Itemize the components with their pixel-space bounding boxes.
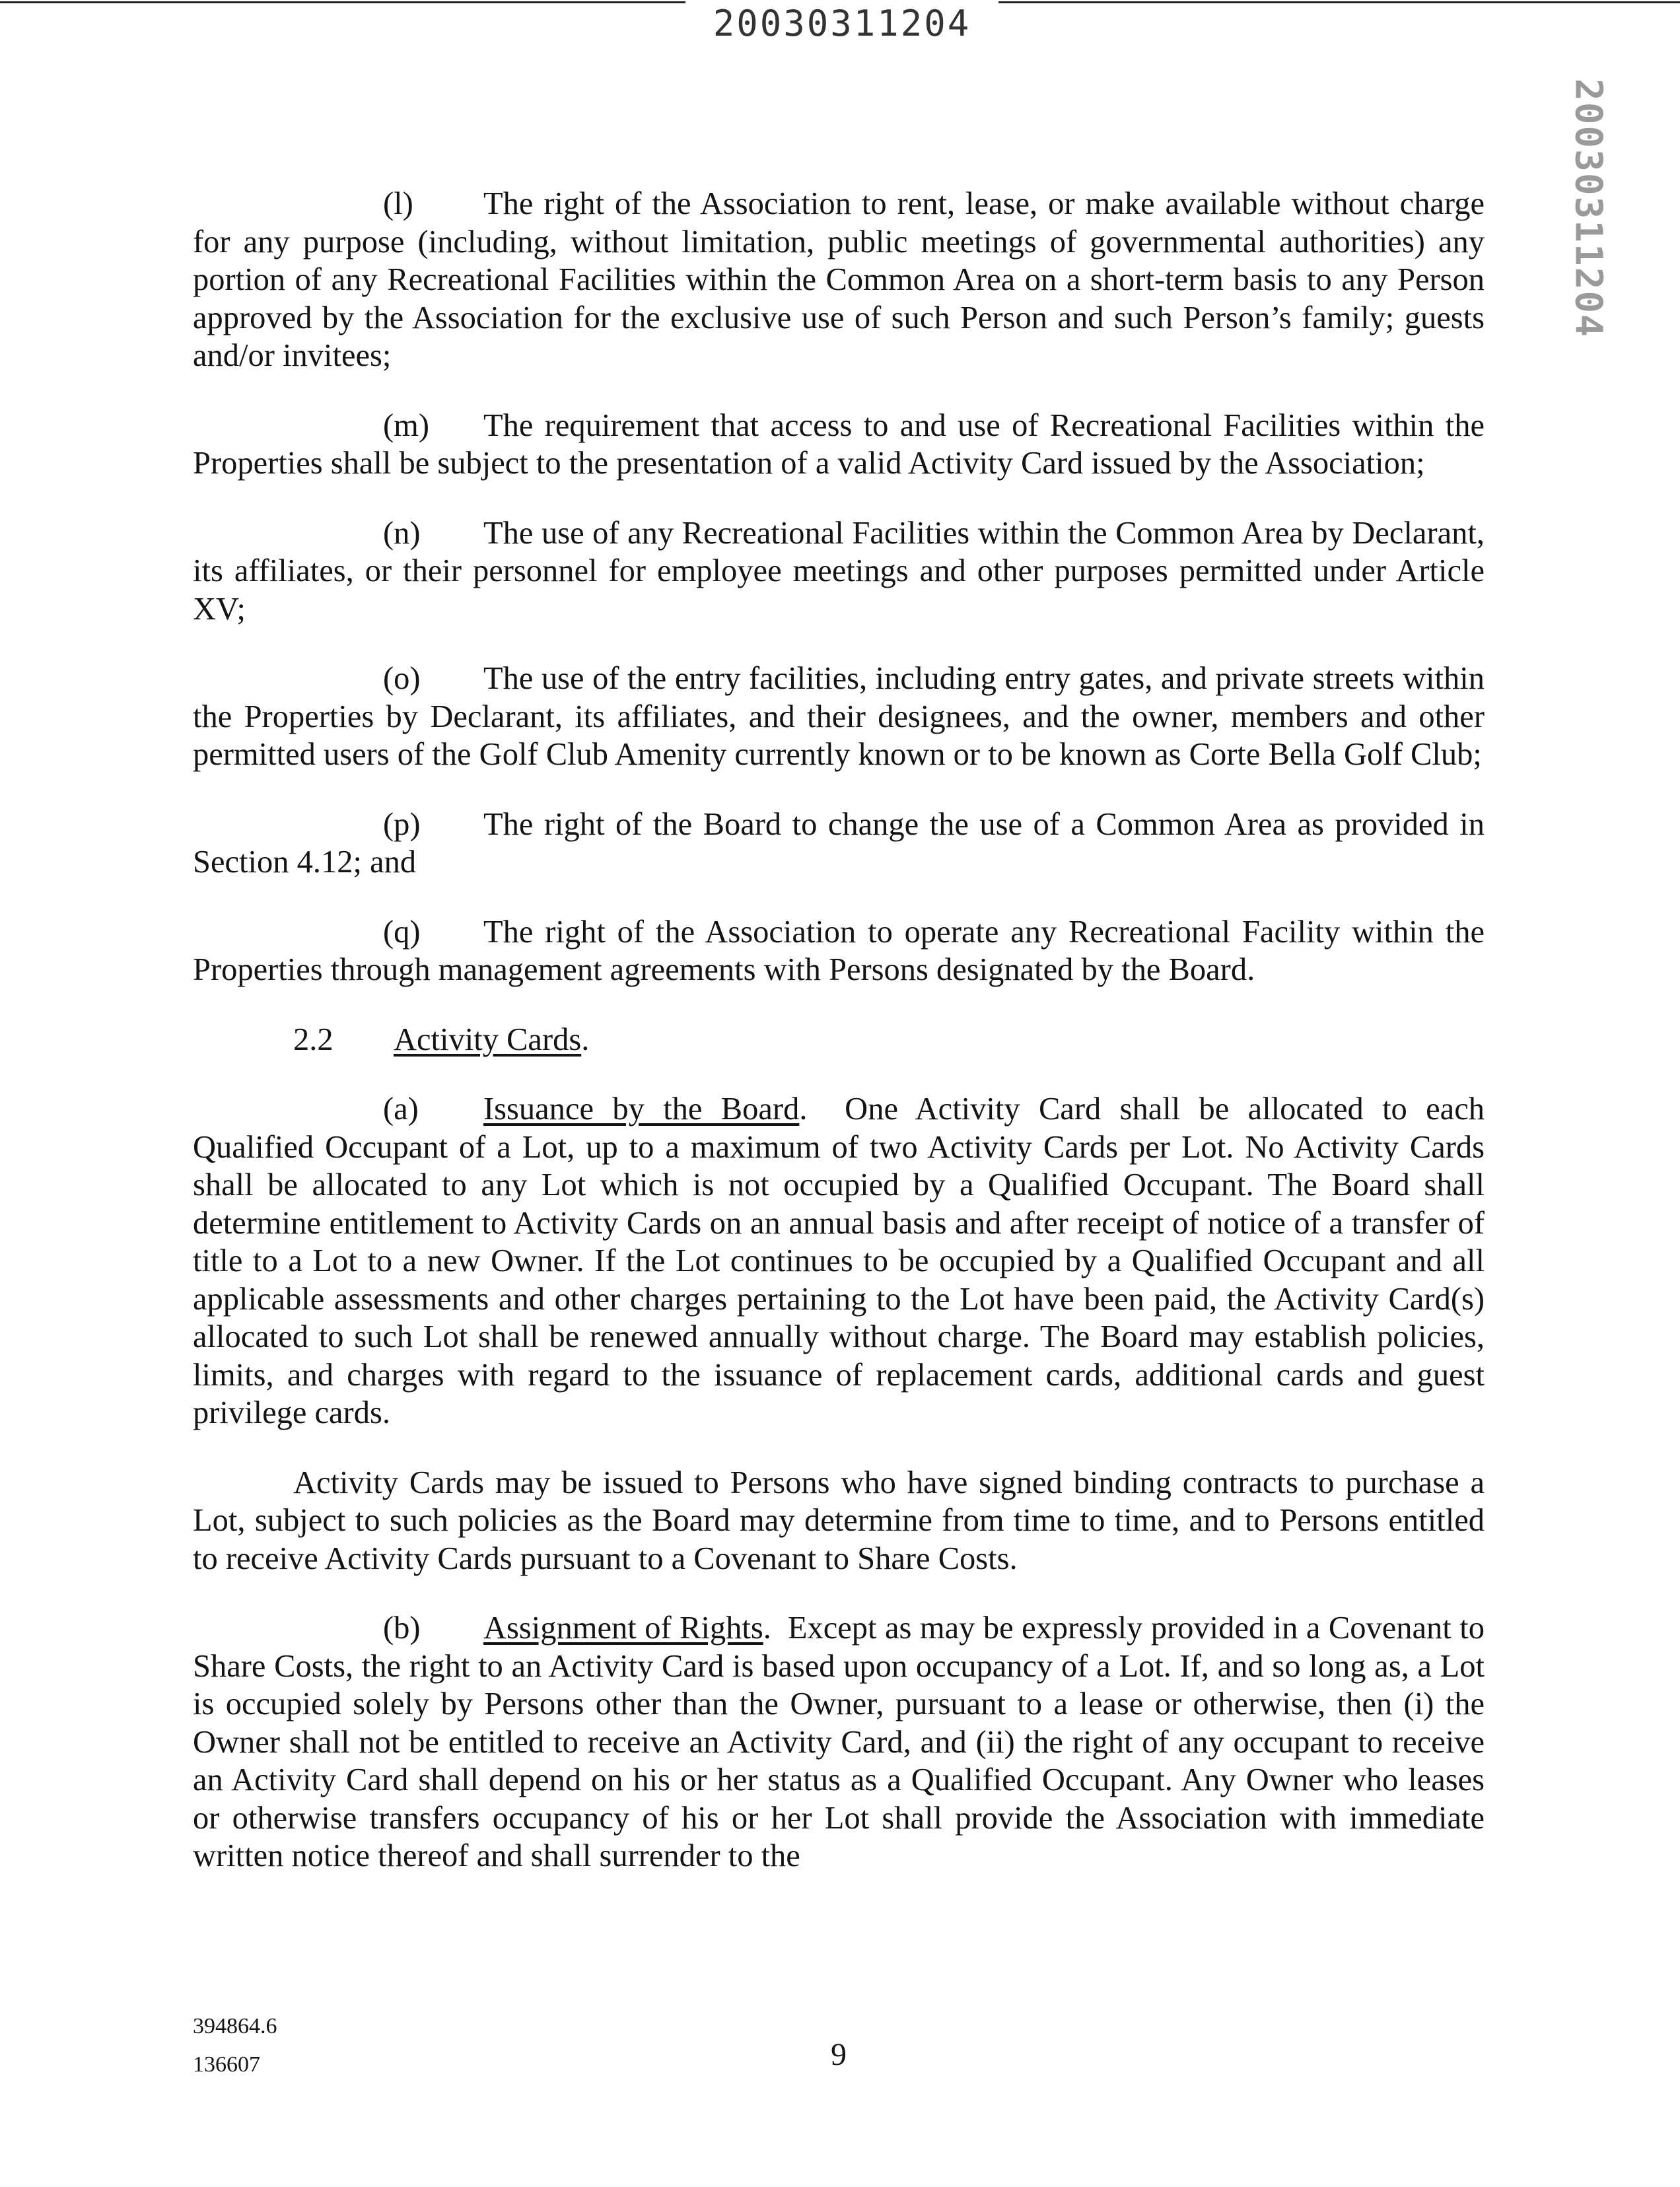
paragraph-text: The right of the Association to rent, lease, or make available without charge for any purpose (including, without limitation, public meetings of governmental authorities) any portion of any Recreational Facilities within the Common Area on a short-term basis to any Person approved by the Association for the exclusive use of such Person and such Person’s family; guests and/or invitees;	[193, 186, 1485, 373]
subsection-marker: (b)	[383, 1611, 421, 1646]
subsection-title-period: .	[799, 1092, 808, 1127]
section-title-period: .	[581, 1022, 590, 1057]
page-number: 9	[831, 2037, 847, 2072]
paragraph-o	[193, 660, 1485, 774]
paragraph-l	[193, 185, 1485, 375]
paragraph-marker: (p)	[383, 806, 421, 842]
subsection-b	[193, 1609, 1485, 1875]
section-number: 2.2	[293, 1022, 333, 1057]
paragraph-text: The requirement that access to and use of Recreational Facilities within the Properties shall be subject to the presentation of a valid Activity Card issued by the Association;	[193, 407, 1485, 481]
paragraph-marker: (n)	[383, 515, 421, 551]
side-stamp-text: 20030311204	[1566, 78, 1610, 338]
paragraph-n	[193, 514, 1485, 629]
footer-doc-id: 394864.6	[193, 2014, 277, 2038]
subsection-a	[193, 1090, 1485, 1432]
paragraph-text: The right of the Board to change the use of a Common Area as provided in Section 4.12; and	[193, 806, 1485, 880]
subsection-marker: (a)	[383, 1092, 419, 1127]
section-heading	[193, 1021, 1485, 1059]
document-body	[193, 185, 1485, 1907]
paragraph-text: The use of the entry facilities, including entry gates, and private streets within the Properties by Declarant, its affiliates, and their designees, and the owner, members and other permitted users of the Golf Club Amenity currently known or to be known as Corte Bella Golf Club;	[193, 661, 1485, 772]
recording-number: 20030311204	[713, 3, 971, 44]
paragraph-marker: (o)	[383, 661, 421, 696]
activity-cards-paragraph: Activity Cards may be issued to Persons who have signed binding contracts to purchase a Lot, subject to such policies as the Board may determine from time to time, and to Persons entitled to receive Activity Cards pursuant to a Covenant to Share Costs.	[193, 1465, 1485, 1576]
paragraph-text: The use of any Recreational Facilities within the Common Area by Declarant, its affiliates, or their personnel for employee meetings and other purposes permitted under Article XV;	[193, 515, 1485, 627]
subsection-title-period: .	[763, 1611, 771, 1646]
section-title: Activity Cards	[394, 1022, 582, 1057]
subsection-title: Assignment of Rights	[483, 1611, 763, 1646]
subsection-title: Issuance by the Board	[483, 1092, 800, 1127]
subsection-text: Except as may be expressly provided in a Covenant to Share Costs, the right to an Activity Card is based upon occupancy of a Lot. If, and so long as, a Lot is occupied solely by Persons other than the Owner, pursuant to a lease or otherwise, then (i) the Owner shall not be entitled to receive an Activity Card, and (ii) the right of any occupant to receive an Activity Card shall depend on his or her status as a Qualified Occupant. Any Owner who leases or otherwise transfers occupancy of his or her Lot shall provide the Association with immediate written notice thereof and shall surrender to the	[193, 1611, 1485, 1873]
footer-client-id: 136607	[193, 2052, 260, 2077]
paragraph-m	[193, 407, 1485, 483]
top-rule-left	[0, 1, 685, 3]
paragraph-text: The right of the Association to operate any Recreational Facility within the Properties through management agreements with Persons designated by the Board.	[193, 914, 1485, 987]
paragraph-marker: (q)	[383, 914, 421, 950]
paragraph-p	[193, 806, 1485, 882]
paragraph-q	[193, 913, 1485, 989]
top-rule-right	[998, 1, 1680, 3]
paragraph-marker: (l)	[383, 186, 413, 221]
subsection-text: One Activity Card shall be allocated to each Qualified Occupant of a Lot, up to a maximum of two Activity Cards per Lot. No Activity Cards shall be allocated to any Lot which is not occupied by a Qualified Occupant. The Board shall determine entitlement to Activity Cards on an annual basis and after receipt of notice of a transfer of title to a Lot to a new Owner. If the Lot continues to be occupied by a Qualified Occupant and all applicable assessments and other charges pertaining to the Lot have been paid, the Activity Card(s) allocated to such Lot shall be renewed annually without charge. The Board may establish policies, limits, and charges with regard to the issuance of replacement cards, additional cards and guest privilege cards.	[193, 1092, 1485, 1430]
side-recording-stamp	[1552, 78, 1625, 338]
footer-ids	[193, 2007, 277, 2084]
paragraph-marker: (m)	[383, 407, 430, 443]
